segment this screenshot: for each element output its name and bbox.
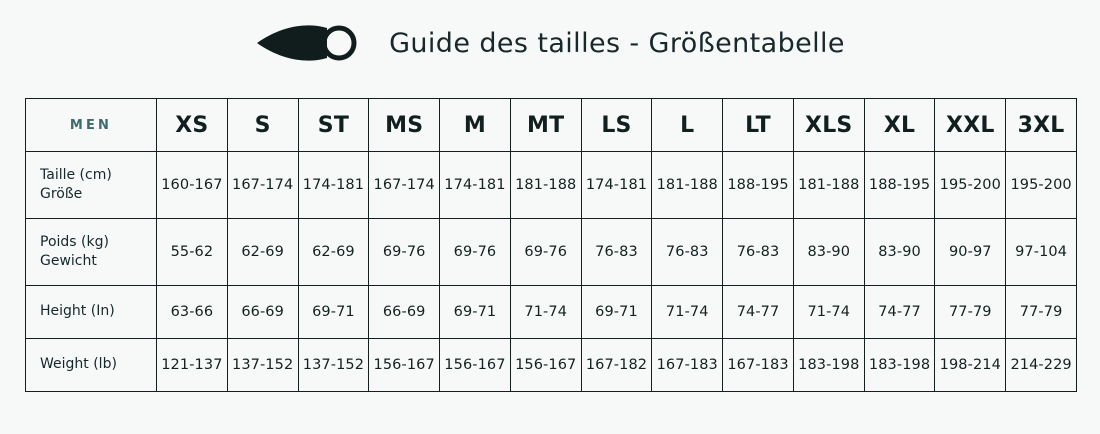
cell-height-cm-3xl: 195-200	[1006, 152, 1077, 219]
cell-height-cm-mt: 181-188	[510, 152, 581, 219]
cell-height-in-ls: 69-71	[581, 286, 652, 339]
size-column-header-m: M	[440, 99, 511, 152]
cell-height-in-ms: 66-69	[369, 286, 440, 339]
row-label-line-1: Taille (cm)	[40, 166, 112, 183]
table-header-row	[26, 99, 1077, 152]
cell-weight-lb-m: 156-167	[440, 339, 511, 392]
cell-height-in-l: 71-74	[652, 286, 723, 339]
size-table	[25, 98, 1077, 392]
cell-weight-kg-l: 76-83	[652, 219, 723, 286]
row-label-weight-lb	[26, 339, 157, 392]
cell-weight-kg-lt: 76-83	[723, 219, 794, 286]
cell-height-in-xls: 71-74	[793, 286, 864, 339]
cell-height-cm-lt: 188-195	[723, 152, 794, 219]
size-table-head	[26, 99, 1077, 152]
cell-weight-kg-xls: 83-90	[793, 219, 864, 286]
size-column-header-ms: MS	[369, 99, 440, 152]
cell-weight-kg-m: 69-76	[440, 219, 511, 286]
row-label-line-1: Poids (kg)	[40, 233, 109, 250]
cell-weight-lb-xl: 183-198	[864, 339, 935, 392]
cell-weight-lb-xls: 183-198	[793, 339, 864, 392]
cell-height-in-mt: 71-74	[510, 286, 581, 339]
size-table-body	[26, 152, 1077, 392]
table-row	[26, 152, 1077, 219]
row-label-height-cm	[26, 152, 157, 219]
cell-weight-lb-s: 137-152	[227, 339, 298, 392]
cell-weight-kg-s: 62-69	[227, 219, 298, 286]
cell-height-in-xs: 63-66	[157, 286, 228, 339]
page-title: Guide des tailles - Größentabelle	[389, 27, 845, 59]
table-row	[26, 286, 1077, 339]
size-column-header-s: S	[227, 99, 298, 152]
cell-height-in-3xl: 77-79	[1006, 286, 1077, 339]
row-label-height-in	[26, 286, 157, 339]
cell-weight-lb-3xl: 214-229	[1006, 339, 1077, 392]
size-column-header-xs: XS	[157, 99, 228, 152]
cell-height-in-lt: 74-77	[723, 286, 794, 339]
cell-height-cm-xls: 181-188	[793, 152, 864, 219]
cell-weight-lb-st: 137-152	[298, 339, 369, 392]
cell-height-cm-xl: 188-195	[864, 152, 935, 219]
page-header	[0, 0, 1100, 72]
cell-weight-kg-mt: 69-76	[510, 219, 581, 286]
brand-logo-icon	[255, 20, 363, 66]
table-row	[26, 219, 1077, 286]
cell-weight-kg-ls: 76-83	[581, 219, 652, 286]
row-label-weight-kg	[26, 219, 157, 286]
size-column-header-lt: LT	[723, 99, 794, 152]
cell-height-in-st: 69-71	[298, 286, 369, 339]
cell-height-cm-ms: 167-174	[369, 152, 440, 219]
row-label-line-1: Height (In)	[40, 303, 115, 320]
cell-weight-lb-ls: 167-182	[581, 339, 652, 392]
cell-weight-kg-xs: 55-62	[157, 219, 228, 286]
cell-weight-lb-ms: 156-167	[369, 339, 440, 392]
cell-height-cm-xxl: 195-200	[935, 152, 1006, 219]
cell-height-cm-ls: 174-181	[581, 152, 652, 219]
size-column-header-ls: LS	[581, 99, 652, 152]
size-column-header-xls: XLS	[793, 99, 864, 152]
cell-height-cm-st: 174-181	[298, 152, 369, 219]
cell-weight-lb-xxl: 198-214	[935, 339, 1006, 392]
size-table-container	[25, 98, 1077, 392]
row-label-line-1: Weight (lb)	[40, 356, 117, 373]
row-label-line-2: Gewicht	[40, 253, 97, 269]
size-column-header-mt: MT	[510, 99, 581, 152]
cell-weight-kg-xxl: 90-97	[935, 219, 1006, 286]
cell-height-cm-l: 181-188	[652, 152, 723, 219]
size-column-header-st: ST	[298, 99, 369, 152]
cell-height-cm-m: 174-181	[440, 152, 511, 219]
cell-height-cm-s: 167-174	[227, 152, 298, 219]
cell-height-in-xxl: 77-79	[935, 286, 1006, 339]
cell-weight-lb-xs: 121-137	[157, 339, 228, 392]
table-corner-label: MEN	[26, 99, 157, 152]
row-label-line-2: Größe	[40, 186, 83, 202]
cell-height-in-xl: 74-77	[864, 286, 935, 339]
cell-weight-lb-l: 167-183	[652, 339, 723, 392]
cell-height-in-s: 66-69	[227, 286, 298, 339]
cell-weight-kg-ms: 69-76	[369, 219, 440, 286]
cell-weight-kg-3xl: 97-104	[1006, 219, 1077, 286]
table-row	[26, 339, 1077, 392]
size-column-header-l: L	[652, 99, 723, 152]
cell-weight-kg-xl: 83-90	[864, 219, 935, 286]
cell-weight-lb-mt: 156-167	[510, 339, 581, 392]
cell-height-in-m: 69-71	[440, 286, 511, 339]
cell-weight-kg-st: 62-69	[298, 219, 369, 286]
size-column-header-xl: XL	[864, 99, 935, 152]
cell-height-cm-xs: 160-167	[157, 152, 228, 219]
size-column-header-3xl: 3XL	[1006, 99, 1077, 152]
size-column-header-xxl: XXL	[935, 99, 1006, 152]
cell-weight-lb-lt: 167-183	[723, 339, 794, 392]
